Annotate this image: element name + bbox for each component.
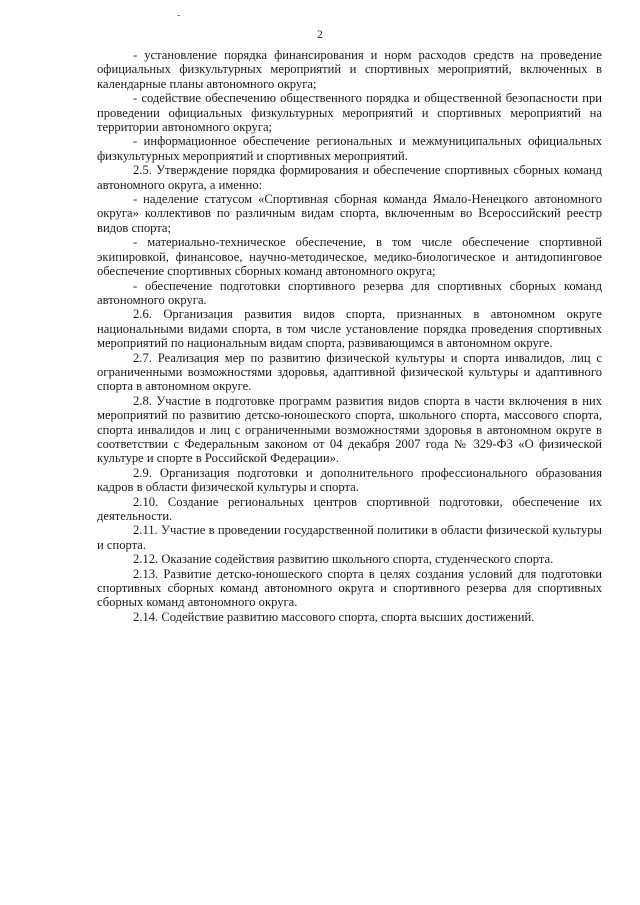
body-text (97, 48, 602, 624)
paragraph-2-5: 2.5. Утверждение порядка формирования и обеспечение спортивных сборных команд автономного округа, а именно: (97, 163, 602, 192)
paragraph-2-7: 2.7. Реализация мер по развитию физической культуры и спорта инвалидов, лиц с ограниченными возможностями здоровья, адаптивной физической культуры и адаптивного спорта в автономном округе. (97, 350, 602, 394)
paragraph-2-13: 2.13. Развитие детско-юношеского спорта в целях создания условий для подготовки спортивных сборных команд автономного округа и спортивного резерва для спортивных сборных команд автономного округа. (97, 566, 602, 610)
paragraph-information-support: - информационное обеспечение региональных и межмуниципальных официальных физкультурных мероприятий и спортивных мероприятий. (97, 134, 602, 163)
paragraph-2-14: 2.14. Содействие развитию массового спорта, спорта высших достижений. (133, 609, 535, 624)
top-mark: - (177, 10, 181, 21)
paragraph-2-10: 2.10. Создание региональных центров спортивной подготовки, обеспечение их деятельности. (97, 494, 602, 523)
paragraph-public-order: - содействие обеспечению общественного порядка и общественной безопасности при проведении официальных физкультурных мероприятий и спортивных мероприятий на территории автономного округа; (97, 91, 602, 135)
paragraph-2-9: 2.9. Организация подготовки и дополнительного профессионального образования кадров в области физической культуры и спорта. (97, 465, 602, 495)
paragraph-material-support: - материально-техническое обеспечение, в том числе обеспечение спортивной экипировкой, финансовое, научно-методическое, медико-биологическое и антидопинговое обеспечение спортивных сборных команд автономного округа; (97, 235, 602, 279)
paragraph-team-status: - наделение статусом «Спортивная сборная команда Ямало-Ненецкого автономного округа» коллективов по различным видам спорта, включенным во Всероссийский реестр видов спорта; (97, 192, 602, 235)
paragraph-2-6: 2.6. Организация развития видов спорта, признанных в автономном округе национальными видами спорта, в том числе установление порядка проведения спортивных мероприятий по национальным видам спорта, развивающимся в автономном округе. (97, 307, 602, 351)
paragraph-2-12: 2.12. Оказание содействия развитию школьного спорта, студенческого спорта. (133, 552, 554, 567)
paragraph-funding-order: - установление порядка финансирования и норм расходов средств на проведение официальных физкультурных мероприятий и спортивных мероприятий, включенных в календарные планы автономного округа; (97, 48, 602, 91)
paragraph-2-8: 2.8. Участие в подготовке программ развития видов спорта в части включения в них мероприятий по развитию детско-юношеского спорта, школьного спорта, массового спорта, спорта инвалидов и лиц с ограниченными возможностями здоровья в автономном округе в соответствии с Федеральным законом от 04 декабря 2007 года № 329-ФЗ «О физической культуре и спорте в Российской Федерации». (97, 393, 602, 466)
page-number: 2 (317, 29, 323, 41)
paragraph-2-11: 2.11. Участие в проведении государственной политики в области физической культуры и спорта. (97, 523, 602, 552)
paragraph-reserve-training: - обеспечение подготовки спортивного резерва для спортивных сборных команд автономного округа. (97, 278, 602, 307)
